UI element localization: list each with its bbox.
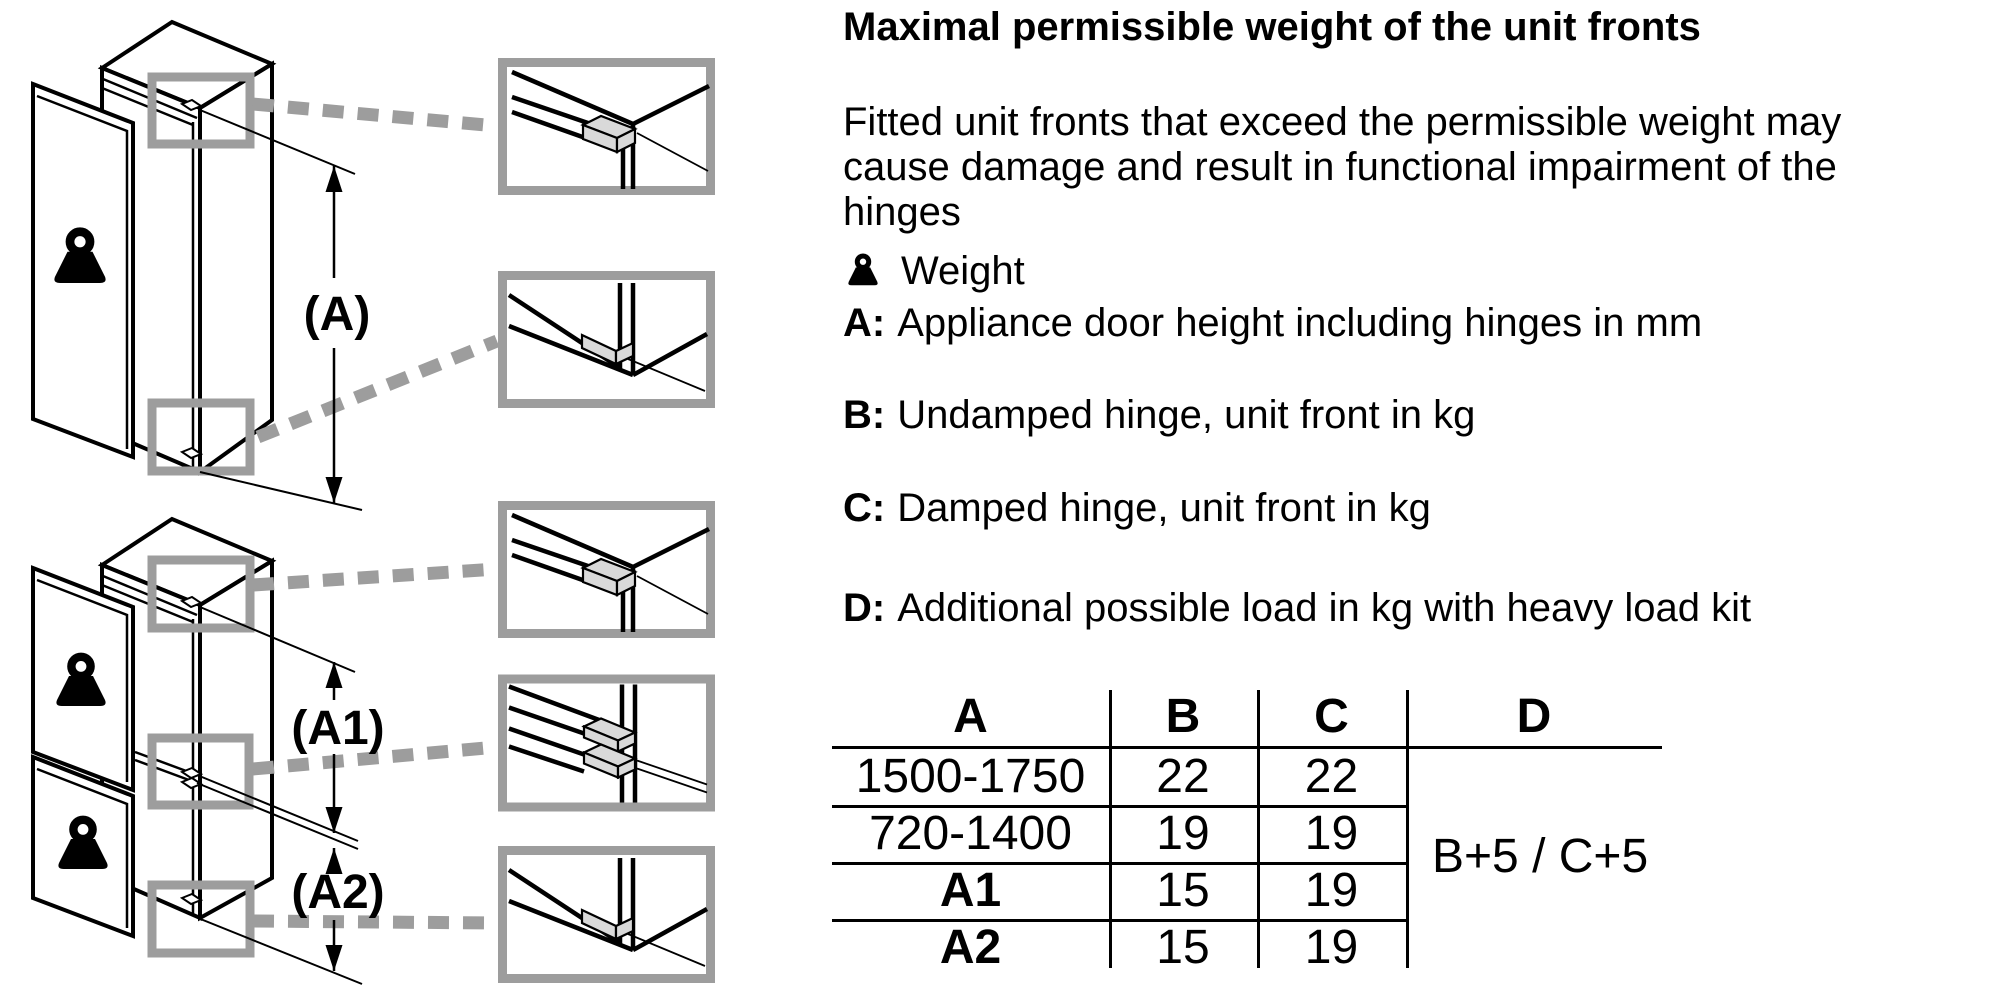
legend-b-text: Undamped hinge, unit front in kg xyxy=(897,393,1476,437)
legend-d-prefix: D: xyxy=(843,586,886,630)
legend-row-b xyxy=(843,390,1475,440)
furniture-door-panel-upper xyxy=(33,568,133,790)
leader-dashed-line xyxy=(253,104,497,437)
legend-row-c xyxy=(843,483,1431,533)
dim-label-a: (A) xyxy=(303,288,371,341)
dimension-a1 xyxy=(291,662,384,833)
legend-c-text: Damped hinge, unit front in kg xyxy=(897,486,1431,530)
detail-box-bottom-hinge-1 xyxy=(503,276,711,404)
intro-line-3: hinges xyxy=(843,190,961,234)
page-title: Maximal permissible weight of the unit fronts xyxy=(843,5,1701,49)
installation-diagram xyxy=(0,0,740,1000)
table-header-d: D xyxy=(1516,690,1552,743)
table-cell-a-row3: A1 xyxy=(939,864,1002,917)
intro-line-1: Fitted unit fronts that exceed the permissible weight may xyxy=(843,100,1842,144)
legend-c-prefix: C: xyxy=(843,486,886,530)
detail-box-middle-hinge xyxy=(503,679,711,807)
table-cell-b-row2: 19 xyxy=(1156,807,1210,860)
detail-box-bottom-hinge-2 xyxy=(503,851,711,979)
table-cell-b-row4: 15 xyxy=(1156,921,1210,974)
dim-label-a2: (A2) xyxy=(291,866,385,919)
table-cell-b-row1: 22 xyxy=(1156,750,1210,803)
table-header-a: A xyxy=(953,690,988,743)
dim-label-a1: (A1) xyxy=(291,702,385,755)
table-cell-c-row3: 19 xyxy=(1304,864,1359,917)
detail-box-top-hinge-1 xyxy=(503,63,711,191)
table-cell-a-row1: 1500-1750 xyxy=(855,750,1086,803)
table-cell-c-row4: 19 xyxy=(1304,921,1359,974)
intro-line-2: cause damage and result in functional impairment of the xyxy=(843,145,1837,189)
furniture-door-panel xyxy=(33,84,133,457)
legend-d-text: Additional possible load in kg with heavy load kit xyxy=(897,586,1752,630)
dimension-a xyxy=(304,166,371,503)
legend-a-prefix: A: xyxy=(843,301,886,345)
table-cell-b-row3: 15 xyxy=(1156,864,1210,917)
legend-row-a xyxy=(843,298,1702,348)
table-header-c: C xyxy=(1314,690,1349,743)
table-cell-d-merged: B+5 / C+5 xyxy=(1432,830,1649,883)
legend-a-text: Appliance door height including hinges in mm xyxy=(897,301,1703,345)
two-door-appliance-diagram xyxy=(33,519,497,984)
legend-weight-label: Weight xyxy=(901,249,1025,293)
weight-icon xyxy=(843,248,883,294)
intro-paragraph xyxy=(843,100,1841,235)
dimension-a2 xyxy=(291,848,384,971)
table-header-b: B xyxy=(1165,690,1201,743)
table-cell-a-row4: A2 xyxy=(939,921,1002,974)
legend-row-d xyxy=(843,583,1751,633)
single-door-appliance-diagram xyxy=(33,22,497,510)
legend-b-prefix: B: xyxy=(843,393,886,437)
table-cell-c-row2: 19 xyxy=(1304,807,1359,860)
table-cell-c-row1: 22 xyxy=(1304,750,1359,803)
legend-row-weight xyxy=(843,246,1025,296)
table-cell-a-row2: 720-1400 xyxy=(869,807,1072,860)
weight-spec-table xyxy=(832,690,1662,975)
detail-box-top-hinge-2 xyxy=(503,506,711,634)
